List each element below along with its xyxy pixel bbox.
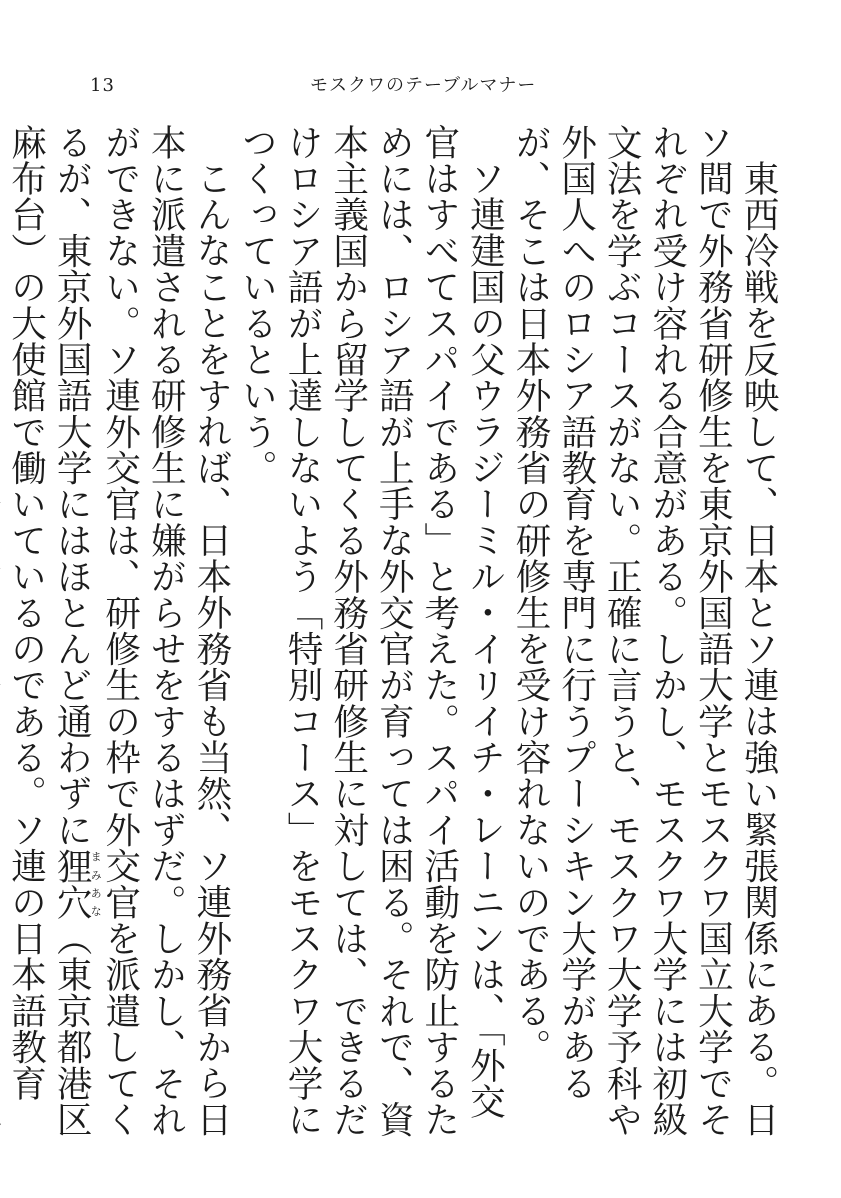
ruby-base: 狸穴 [51, 847, 93, 921]
paragraph-1: 東西冷戦を反映して、日本とソ連は強い緊張関係にある。日ソ間で外務省研修生を東京外国語大学とモスクワ国立大学でそれぞれ受け容れる合意がある。しかし、モスクワ大学には初級文法を学ぶコースがない。正確に言うと、モスクワ大学予科や外国人へのロシア語教育を専門に行うプーシキン大学があるが、そこは日本外務省の研修生を受け容れないのである。 [510, 124, 779, 1138]
paragraph-3-part-1: こんなことをすれば、日本外務省も当然、ソ連外務省から日本に派遣される研修生に嫌がらせをするはずだ。しかし、それができない。ソ連外交官は、研修生の枠で外交官を派遣してくるが、東京外国語大学にはほとんど通わずに [51, 124, 232, 1138]
page-number: 13 [90, 75, 115, 96]
paragraph-2: ソ連建国の父ウラジーミル・イリイチ・レーニンは、「外交官はすべてスパイである」と考えた。スパイ活動を防止するためには、ロシア語が上手な外交官が育っては困る。それで、資本主義国から留学してくる外務省研修生に対しては、できるだけロシア語が上達しないよう「特別コース」をモスクワ大学につくっているという。 [236, 124, 506, 1138]
body-text [5, 124, 781, 1144]
paragraph-3-part-2: （東京都港区麻布台）の大使館で働いているのである。ソ連の日本語教育 [5, 124, 93, 1138]
running-head-title: モスクワのテーブルマナー [310, 75, 537, 96]
ruby-reading: まみあな [89, 847, 103, 921]
paragraph-3 [0, 124, 234, 1144]
ruby-mamiana [51, 847, 103, 921]
